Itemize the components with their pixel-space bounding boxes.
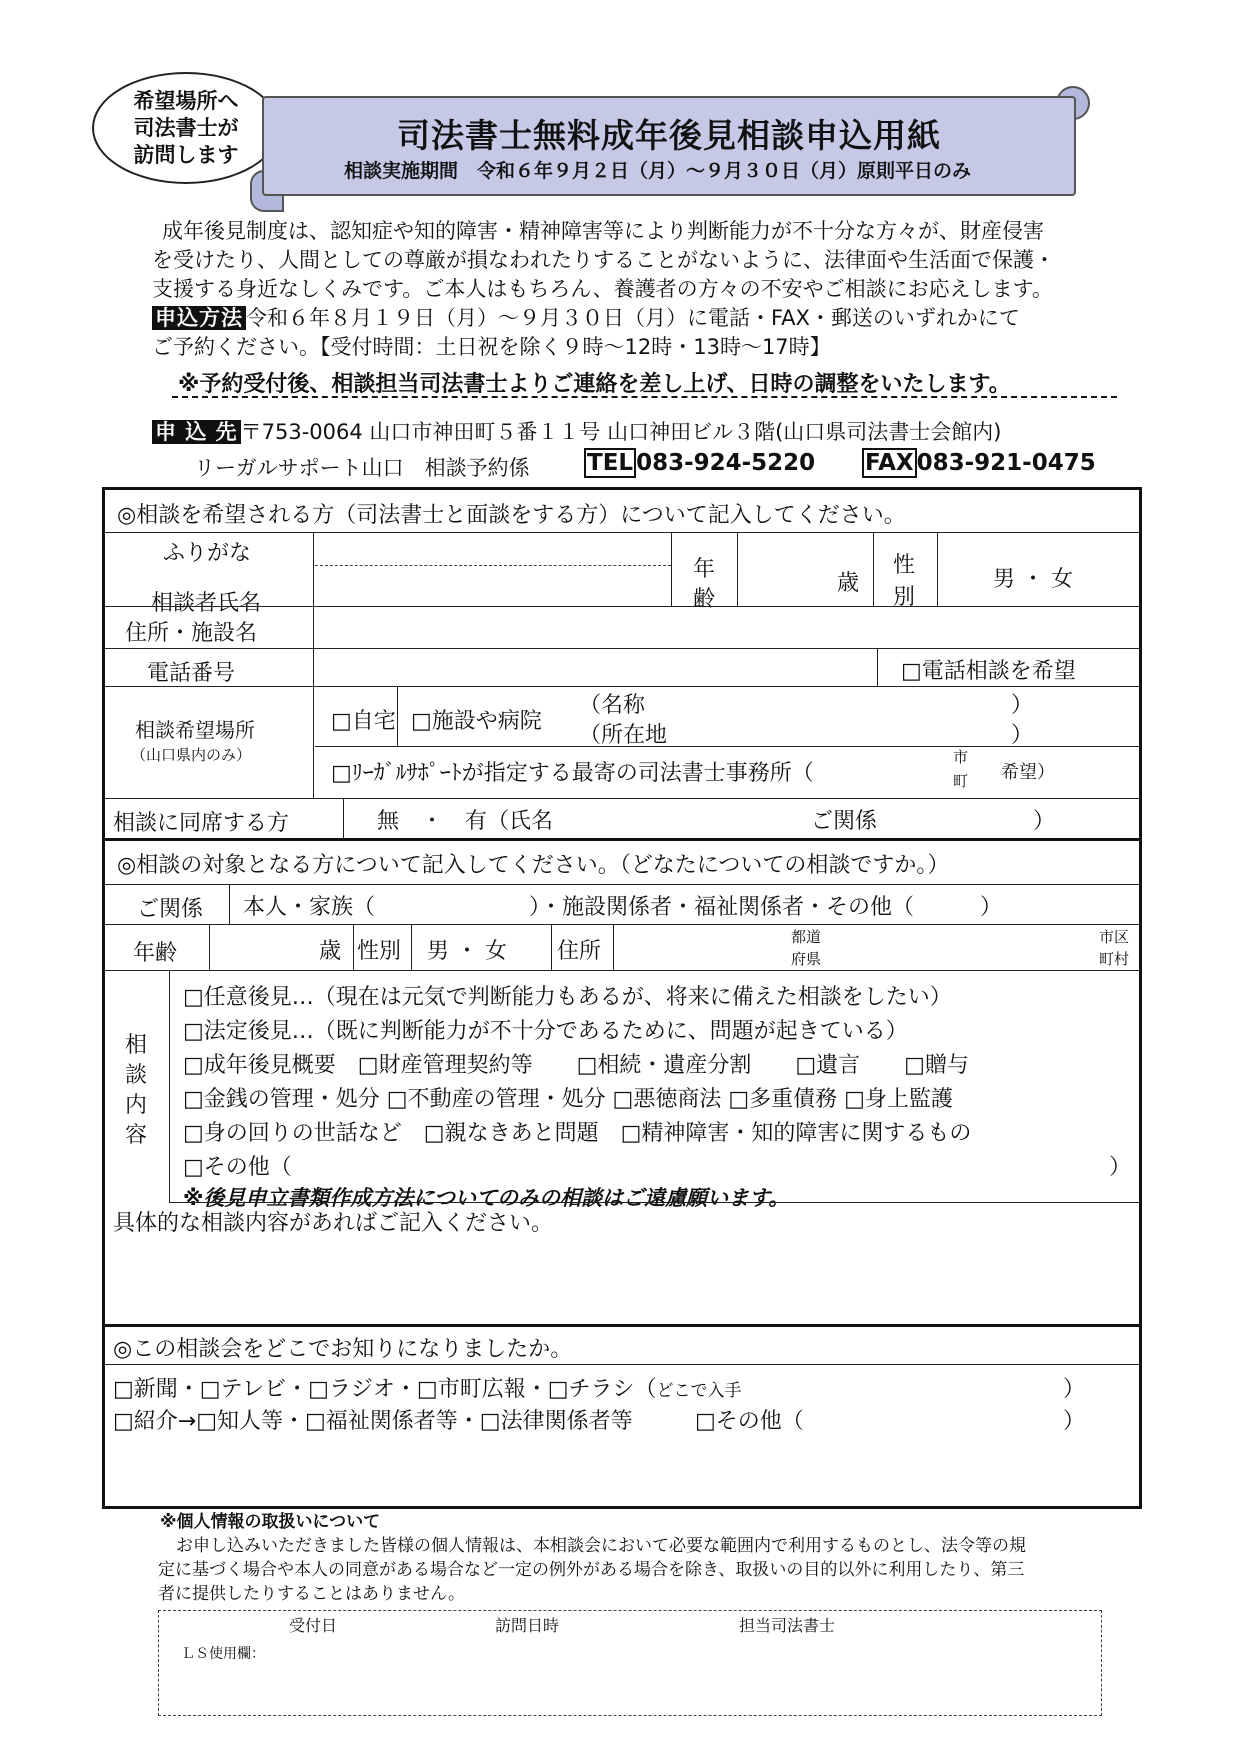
address-field[interactable] <box>316 608 1136 646</box>
section1-title: ◎相談を希望される方（司法書士と面談をする方）について記入してください。 <box>117 503 906 528</box>
method-text: 令和６年８月１９日（月）～９月３０日（月）に電話・FAX・郵送のいずれかにて <box>246 306 1020 330</box>
name-label: 相談者氏名 <box>151 591 262 616</box>
accompany-label: 相談に同席する方 <box>113 811 290 836</box>
phone-label: 電話番号 <box>147 661 236 686</box>
divider <box>551 924 552 970</box>
age-label-bottom: 齢 <box>693 587 716 612</box>
sex-label-top: 性 <box>893 553 916 578</box>
content-label-char: 談 <box>125 1063 148 1088</box>
accompany-options[interactable]: 無 ・ 有（氏名 <box>377 809 554 834</box>
divider <box>343 798 344 838</box>
detail-textarea[interactable] <box>109 1236 1135 1324</box>
age2-field[interactable] <box>212 926 312 968</box>
divider <box>937 532 938 606</box>
divider <box>105 970 1139 971</box>
age-field[interactable] <box>740 534 836 604</box>
method-label: 申込方法 <box>152 306 246 330</box>
content-option-line[interactable]: □身の回りの世話など □親なきあと問題 □精神障害・知的障害に関するもの <box>183 1121 972 1146</box>
fax-number: 083-921-0475 <box>916 450 1096 476</box>
paren-close: ） <box>1063 1409 1086 1434</box>
divider <box>737 532 738 606</box>
divider <box>105 532 1139 533</box>
content-label-char: 相 <box>125 1033 148 1058</box>
divider <box>169 970 170 1202</box>
furigana-dotted-line <box>315 565 671 566</box>
content-label-char: 内 <box>125 1093 148 1118</box>
divider <box>105 798 1139 799</box>
divider <box>315 746 1139 747</box>
divider <box>313 648 314 798</box>
privacy-title: ※個人情報の取扱いについて <box>160 1512 381 1532</box>
age2-label: 年齢 <box>133 941 178 966</box>
content-note: ※後見申立書類作成方法についてのみの相談はご遠慮願います。 <box>183 1186 790 1210</box>
bubble-line: 希望場所へ <box>133 89 239 113</box>
age-unit: 歳 <box>837 571 860 596</box>
paren-close: ） <box>1011 723 1034 748</box>
wish-label: 希望） <box>1001 762 1055 783</box>
prefecture-label-top: 都道 <box>791 928 822 946</box>
intro-line: 支援する身近なしくみです。ご本人はもちろん、養護者の方々の不安やご相談にお応えします。 <box>152 277 1053 301</box>
content-label-char: 容 <box>125 1123 148 1148</box>
ls-use-box <box>158 1610 1102 1716</box>
method-line2: ご予約ください。【受付時間：土日祝を除く９時～12時・13時～17時】 <box>152 335 831 359</box>
section-divider <box>105 838 1139 841</box>
content-option-line[interactable]: □金銭の管理・処分 □不動産の管理・処分 □悪徳商法 □多重債務 □身上監護 <box>183 1087 953 1112</box>
destination-row <box>152 418 1001 446</box>
sex-label-bottom: 別 <box>893 585 916 610</box>
destination-address: 〒753-0064 山口市神田町５番１１号 山口神田ビル３階(山口県司法書士会館内) <box>240 420 1002 444</box>
page-title: 司法書士無料成年後見相談申込用紙 <box>397 116 941 155</box>
tel-row <box>584 450 815 476</box>
application-form <box>102 487 1142 1509</box>
source-options-line1[interactable] <box>113 1372 742 1403</box>
ls-received-label: 受付日 <box>289 1616 338 1635</box>
divider <box>411 924 412 970</box>
address2-field[interactable] <box>616 926 1086 968</box>
detail-prompt: 具体的な相談内容があればご記入ください。 <box>113 1211 554 1236</box>
divider <box>105 606 1139 607</box>
privacy-line: 定に基づく場合や本人の同意がある場合など一定の例外がある場合を除き、取扱いの目的以外に利用したり、第三 <box>158 1560 1025 1580</box>
prefecture-label-bottom: 府県 <box>791 950 822 968</box>
place-office-checkbox[interactable]: □ﾘｰｶﾞﾙｻﾎﾟｰﾄが指定する最寄の司法書士事務所（ <box>331 761 814 786</box>
source-options-text: □新聞・□テレビ・□ラジオ・□市町広報・□チラシ（ <box>113 1377 657 1402</box>
intro-line: 成年後見制度は、認知症や知的障害・精神障害等により判断能力が不十分な方々が、財産侵害 <box>162 219 1044 243</box>
title-banner <box>262 96 1076 196</box>
divider <box>105 924 1139 925</box>
content-option-line[interactable]: □その他（ <box>183 1155 292 1180</box>
notice-underline <box>172 396 1117 398</box>
paren-close: ） <box>1011 693 1034 718</box>
city-label-bottom: 町 <box>953 772 969 790</box>
name-field[interactable] <box>316 570 668 604</box>
content-option-line[interactable]: □任意後見…（現在は元気で判断能力もあるが、将来に備えた相談をしたい） <box>183 985 952 1010</box>
divider <box>209 924 210 970</box>
paren-close: ） <box>1033 809 1056 834</box>
divider <box>105 648 1139 649</box>
divider <box>397 686 398 746</box>
divider <box>105 1364 1139 1365</box>
divider <box>313 532 314 648</box>
relation-label: ご関係 <box>137 897 204 922</box>
divider <box>671 532 672 606</box>
phone-field[interactable] <box>316 650 874 684</box>
tel-label: TEL <box>584 448 636 478</box>
divider <box>105 686 1139 687</box>
age-label-top: 年 <box>693 557 716 582</box>
divider <box>229 884 230 924</box>
address-label: 住所・施設名 <box>125 621 258 646</box>
city-label-top: 市 <box>953 748 969 766</box>
consult-period: 相談実施期間 令和６年９月２日（月）～９月３０日（月）原則平日のみ <box>344 160 972 182</box>
method-row <box>152 304 1020 332</box>
bubble-line: 司法書士が <box>133 116 239 140</box>
divider <box>169 1202 1139 1203</box>
divider <box>877 648 878 686</box>
fax-row <box>862 450 1096 476</box>
content-option-line[interactable]: □成年後見概要 □財産管理契約等 □相続・遺産分割 □遺言 □贈与 <box>183 1053 969 1078</box>
place-label: 相談希望場所 <box>135 718 255 742</box>
relation-options[interactable]: 本人・家族（ ）・施設関係者・福祉関係者・その他（ ） <box>243 895 1003 920</box>
source-where-note: どこで入手 <box>656 1381 742 1401</box>
place-note: （山口県内のみ） <box>131 746 252 764</box>
sex-options[interactable]: 男 ・ 女 <box>993 567 1073 592</box>
notice: ※予約受付後、相談担当司法書士よりご連絡を差し上げ、日時の調整をいたします。 <box>178 372 1011 397</box>
address2-label: 住所 <box>557 939 602 964</box>
source-options-line2[interactable]: □紹介→□知人等・□福祉関係者等・□法律関係者等 <box>113 1409 633 1434</box>
ls-label: ＬＳ使用欄： <box>181 1646 265 1662</box>
sex2-label: 性別 <box>357 939 402 964</box>
place-home-checkbox[interactable]: □自宅 <box>331 709 396 734</box>
age2-unit: 歳 <box>319 939 342 964</box>
divider <box>873 532 874 606</box>
place-location-label: （所在地 <box>579 723 668 748</box>
ls-staff-label: 担当司法書士 <box>739 1616 836 1635</box>
ls-visit-label: 訪問日時 <box>495 1616 560 1635</box>
fax-label: FAX <box>862 448 917 478</box>
furigana-field[interactable] <box>316 534 668 564</box>
content-option-line[interactable]: □法定後見…（既に判断能力が不十分であるために、問題が起きている） <box>183 1019 908 1044</box>
furigana-label: ふりがな <box>163 541 252 566</box>
bubble-line: 訪問します <box>133 143 239 167</box>
place-name-label: （名称 <box>579 693 646 718</box>
privacy-line: 者に提供したりすることはありません。 <box>158 1584 466 1604</box>
section-divider <box>105 1324 1139 1327</box>
municipality-label-top: 市区 <box>1099 928 1130 946</box>
divider <box>613 924 614 970</box>
municipality-label-bottom: 町村 <box>1099 950 1130 968</box>
intro-line: を受けたり、人間としての尊厳が損なわれたりすることがないように、法律面や生活面で保護・ <box>152 248 1055 272</box>
source-other-checkbox[interactable]: □その他（ <box>695 1409 804 1434</box>
tel-number: 083-924-5220 <box>636 450 816 476</box>
divider <box>105 884 1139 885</box>
sex2-options[interactable]: 男 ・ 女 <box>427 939 507 964</box>
destination-org: リーガルサポート山口 相談予約係 <box>194 456 530 480</box>
phone-consult-checkbox[interactable]: □電話相談を希望 <box>901 659 1076 684</box>
paren-close: ） <box>1063 1377 1086 1402</box>
privacy-line: お申し込みいただきました皆様の個人情報は、本相談会において必要な範囲内で利用するものとし、法令等の規 <box>176 1536 1026 1556</box>
accompany-relation-label: ご関係 <box>811 809 878 834</box>
divider <box>353 924 354 970</box>
visit-bubble <box>92 72 280 184</box>
paren-close: ） <box>1109 1155 1132 1180</box>
section3-title: ◎この相談会をどこでお知りになりましたか。 <box>113 1337 573 1362</box>
section2-title: ◎相談の対象となる方について記入してください。（どなたについての相談ですか。） <box>117 853 950 878</box>
place-facility-checkbox[interactable]: □施設や病院 <box>411 709 542 734</box>
destination-label: 申 込 先 <box>152 420 241 444</box>
